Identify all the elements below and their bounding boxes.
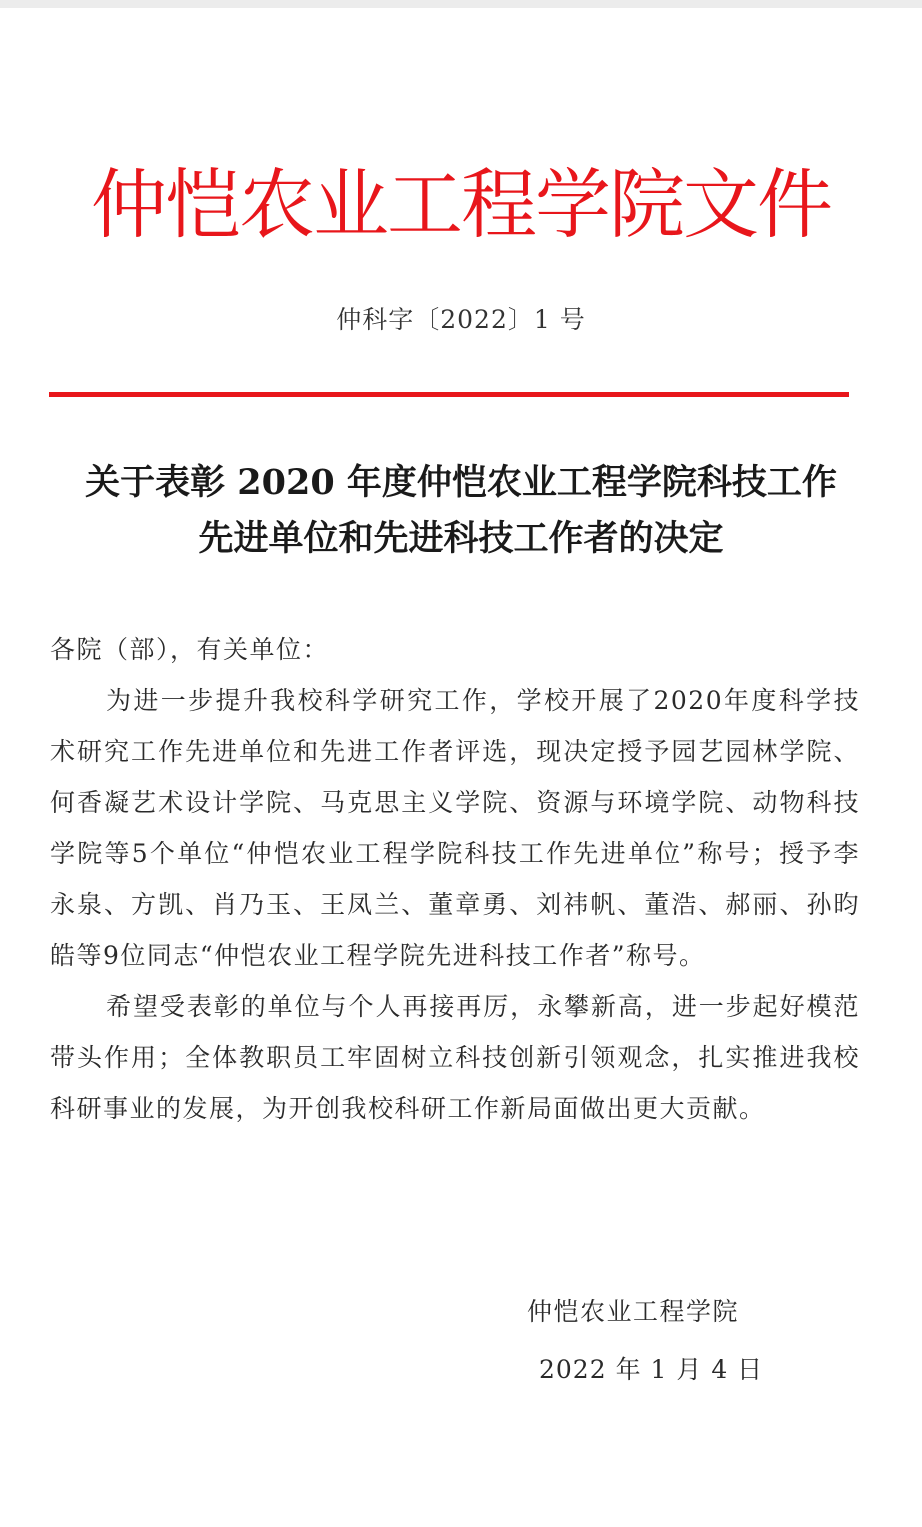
red-divider bbox=[49, 392, 849, 397]
decision-title-line-2: 先进单位和先进科技工作者的决定 bbox=[198, 518, 724, 559]
salutation: 各院（部），有关单位： bbox=[50, 635, 330, 664]
document-body bbox=[50, 624, 860, 1134]
signature-organization: 仲恺农业工程学院 bbox=[527, 1297, 740, 1326]
decision-title-line-1: 关于表彰 2020 年度仲恺农业工程学院科技工作 bbox=[85, 462, 837, 503]
document-header-title: 仲恺农业工程学院文件 bbox=[91, 160, 831, 249]
body-paragraph-1: 为进一步提升我校科学研究工作，学校开展了2020年度科学技术研究工作先进单位和先进工作者评选，现决定授予园艺园林学院、何香凝艺术设计学院、马克思主义学院、资源与环境学院、动物科技学院等5个单位“仲恺农业工程学院科技工作先进单位”称号；授予李永泉、方凯、肖乃玉、王凤兰、董章勇、刘祎帆、董浩、郝丽、孙昀皓等9位同志“仲恺农业工程学院先进科技工作者”称号。 bbox=[50, 686, 860, 970]
top-strip bbox=[0, 0, 922, 8]
decision-title bbox=[0, 455, 922, 567]
signature-date: 2022 年 1 月 4 日 bbox=[539, 1355, 764, 1384]
document-number: 仲科字〔2022〕1 号 bbox=[336, 305, 586, 334]
body-paragraph-2: 希望受表彰的单位与个人再接再厉，永攀新高，进一步起好模范带头作用；全体教职员工牢固树立科技创新引领观念，扎实推进我校科研事业的发展，为开创我校科研工作新局面做出更大贡献。 bbox=[50, 992, 860, 1123]
